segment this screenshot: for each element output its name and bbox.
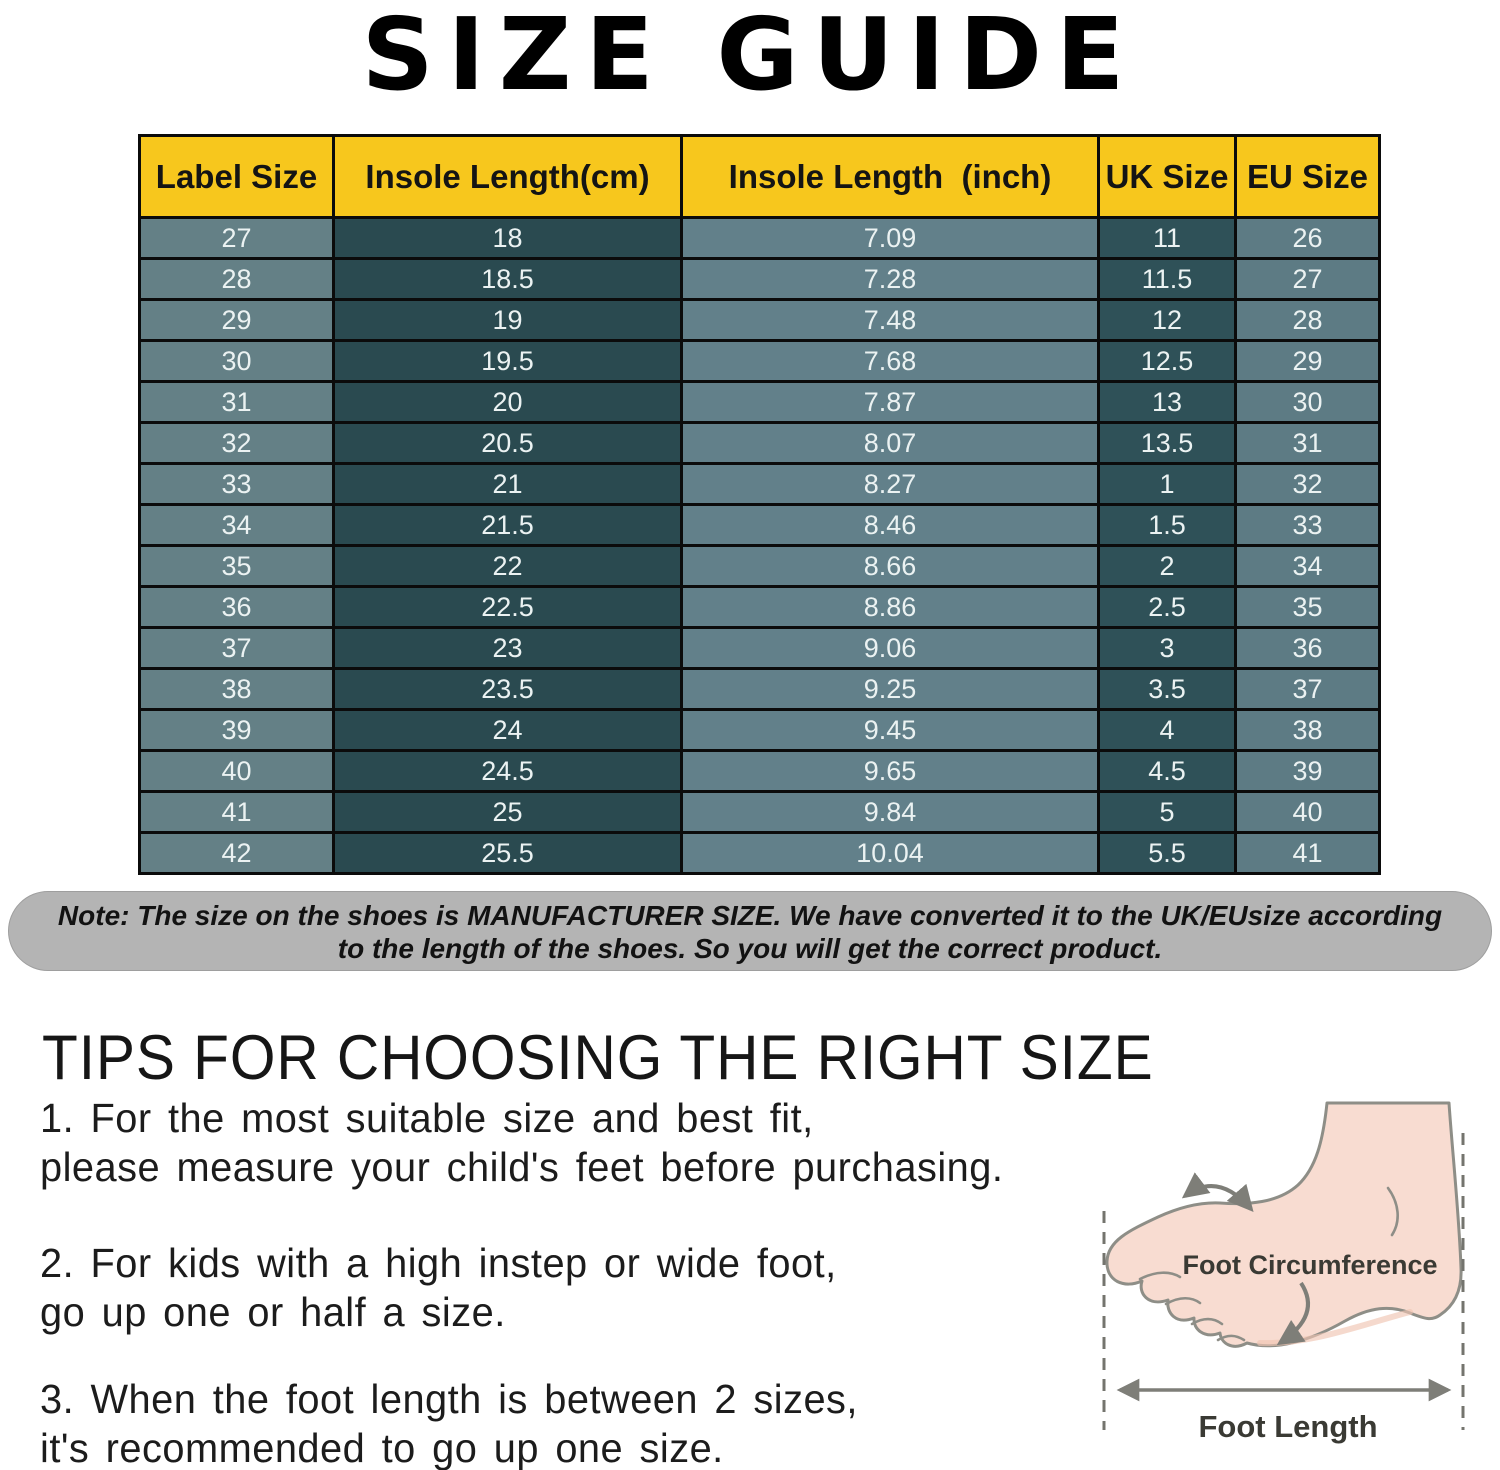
tip-1-line-2: please measure your child's feet before purchasing. [40, 1144, 1004, 1190]
table-header-cell: Insole Length (inch) [682, 136, 1099, 218]
table-cell: 33 [140, 464, 334, 505]
table-cell: 9.45 [682, 710, 1099, 751]
table-row [140, 792, 1380, 833]
table-row [140, 464, 1380, 505]
table-cell: 31 [140, 382, 334, 423]
table-header-cell: Label Size [140, 136, 334, 218]
page-title: SIZE GUIDE [361, 0, 1139, 113]
table-cell: 4 [1099, 710, 1236, 751]
table-cell: 21 [334, 464, 682, 505]
table-cell: 3.5 [1099, 669, 1236, 710]
table-cell: 21.5 [334, 505, 682, 546]
table-cell: 33 [1236, 505, 1380, 546]
table-cell: 30 [140, 341, 334, 382]
table-cell: 1.5 [1099, 505, 1236, 546]
table-cell: 38 [140, 669, 334, 710]
table-cell: 26 [1236, 218, 1380, 259]
table-cell: 27 [1236, 259, 1380, 300]
table-cell: 34 [140, 505, 334, 546]
table-cell: 4.5 [1099, 751, 1236, 792]
table-cell: 8.66 [682, 546, 1099, 587]
table-cell: 9.25 [682, 669, 1099, 710]
table-cell: 9.84 [682, 792, 1099, 833]
note-line-2: to the length of the shoes. So you will get the correct product. [337, 933, 1163, 964]
table-cell: 39 [1236, 751, 1380, 792]
tip-item-3 [40, 1375, 858, 1470]
table-cell: 25 [334, 792, 682, 833]
table-cell: 37 [140, 628, 334, 669]
table-cell: 19 [334, 300, 682, 341]
table-cell: 32 [1236, 464, 1380, 505]
table-cell: 23.5 [334, 669, 682, 710]
table-cell: 24.5 [334, 751, 682, 792]
table-cell: 2.5 [1099, 587, 1236, 628]
table-cell: 40 [140, 751, 334, 792]
table-cell: 37 [1236, 669, 1380, 710]
tip-item-1 [40, 1094, 1003, 1192]
tip-item-2 [40, 1239, 837, 1337]
note-line-1: Note: The size on the shoes is MANUFACTURER SIZE. We have converted it to the UK/EUsize according [57, 900, 1443, 931]
foot-circumference-label: Foot Circumference [1182, 1250, 1438, 1280]
table-row [140, 628, 1380, 669]
table-cell: 12.5 [1099, 341, 1236, 382]
table-row [140, 546, 1380, 587]
table-cell: 22.5 [334, 587, 682, 628]
table-cell: 13.5 [1099, 423, 1236, 464]
note-banner [8, 891, 1492, 971]
table-cell: 28 [140, 259, 334, 300]
table-cell: 35 [140, 546, 334, 587]
table-cell: 23 [334, 628, 682, 669]
table-cell: 8.86 [682, 587, 1099, 628]
table-cell: 29 [140, 300, 334, 341]
table-cell: 20 [334, 382, 682, 423]
table-cell: 7.28 [682, 259, 1099, 300]
table-row [140, 259, 1380, 300]
tip-3-line-2: it's recommended to go up one size. [40, 1425, 724, 1470]
table-cell: 11 [1099, 218, 1236, 259]
table-cell: 32 [140, 423, 334, 464]
table-cell: 5 [1099, 792, 1236, 833]
table-row [140, 669, 1380, 710]
table-cell: 12 [1099, 300, 1236, 341]
table-cell: 3 [1099, 628, 1236, 669]
size-table-body [140, 218, 1380, 874]
table-cell: 36 [1236, 628, 1380, 669]
table-cell: 1 [1099, 464, 1236, 505]
size-table-head [140, 136, 1380, 218]
table-cell: 29 [1236, 341, 1380, 382]
table-cell: 30 [1236, 382, 1380, 423]
table-cell: 40 [1236, 792, 1380, 833]
table-cell: 8.27 [682, 464, 1099, 505]
table-row [140, 218, 1380, 259]
table-row [140, 751, 1380, 792]
tips-heading: TIPS FOR CHOOSING THE RIGHT SIZE [42, 1023, 1154, 1093]
table-cell: 9.06 [682, 628, 1099, 669]
table-cell: 7.09 [682, 218, 1099, 259]
table-row [140, 382, 1380, 423]
table-cell: 24 [334, 710, 682, 751]
table-cell: 31 [1236, 423, 1380, 464]
table-cell: 35 [1236, 587, 1380, 628]
table-cell: 34 [1236, 546, 1380, 587]
table-cell: 7.68 [682, 341, 1099, 382]
table-cell: 9.65 [682, 751, 1099, 792]
table-cell: 19.5 [334, 341, 682, 382]
table-cell: 41 [1236, 833, 1380, 874]
table-cell: 42 [140, 833, 334, 874]
table-cell: 25.5 [334, 833, 682, 874]
tip-3-line-1: 3. When the foot length is between 2 sizes, [40, 1376, 858, 1422]
table-row [140, 587, 1380, 628]
table-header-cell: Insole Length(cm) [334, 136, 682, 218]
table-cell: 39 [140, 710, 334, 751]
foot-measurement-diagram [1080, 1093, 1500, 1470]
table-row [140, 710, 1380, 751]
table-header-cell: EU Size [1236, 136, 1380, 218]
table-cell: 7.48 [682, 300, 1099, 341]
table-cell: 13 [1099, 382, 1236, 423]
table-cell: 8.46 [682, 505, 1099, 546]
tip-2-line-2: go up one or half a size. [40, 1289, 506, 1335]
table-header-row [140, 136, 1380, 218]
table-cell: 41 [140, 792, 334, 833]
table-cell: 36 [140, 587, 334, 628]
table-cell: 10.04 [682, 833, 1099, 874]
table-cell: 27 [140, 218, 334, 259]
table-row [140, 300, 1380, 341]
tip-2-line-1: 2. For kids with a high instep or wide foot, [40, 1240, 837, 1286]
table-cell: 38 [1236, 710, 1380, 751]
table-row [140, 423, 1380, 464]
foot-length-label: Foot Length [1198, 1409, 1378, 1444]
table-cell: 11.5 [1099, 259, 1236, 300]
tip-1-line-1: 1. For the most suitable size and best fit, [40, 1095, 814, 1141]
table-cell: 2 [1099, 546, 1236, 587]
table-cell: 7.87 [682, 382, 1099, 423]
table-row [140, 833, 1380, 874]
table-row [140, 505, 1380, 546]
table-cell: 18 [334, 218, 682, 259]
table-cell: 20.5 [334, 423, 682, 464]
table-cell: 5.5 [1099, 833, 1236, 874]
table-cell: 18.5 [334, 259, 682, 300]
table-header-cell: UK Size [1099, 136, 1236, 218]
table-cell: 28 [1236, 300, 1380, 341]
table-cell: 22 [334, 546, 682, 587]
size-table [138, 134, 1381, 875]
table-cell: 8.07 [682, 423, 1099, 464]
table-row [140, 341, 1380, 382]
